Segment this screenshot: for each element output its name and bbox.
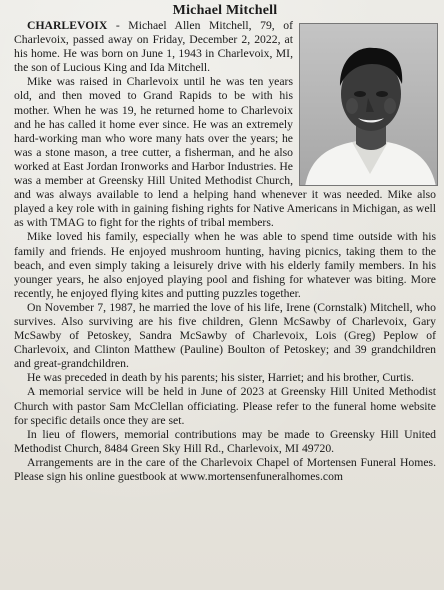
obituary-body xyxy=(14,19,436,484)
obituary-paragraph: He was preceded in death by his parents; his sister, Harriet; and his brother, Curtis. xyxy=(27,371,414,385)
obituary-paragraph: Mike was raised in Charlevoix until he was ten years old, and then moved to Grand Rapids to be with his mother. When he was 19, he returned home to Charlevoix and he has called it home ever since. He was an extremely hard-working man who wore many hats over the years; he was a stone mason, a tree cutter, a fisherman, and he also worked at East Jordan Ironworks and Harbor Industries. He was a member at Greensky Hill United Methodist Church, and was always available to lend a helping hand whenever it was needed. Mike also played a key role with in gaining fishing rights for Native Americans in Michigan, as well as with TMAG to fight for the rights of tribal members. xyxy=(14,75,436,230)
obituary-paragraph: In lieu of flowers, memorial contributions may be made to Greensky Hill United Methodist Church, 8484 Green Sky Hill Rd., Charlevoix, MI 49720. xyxy=(14,427,436,455)
obituary-paragraph: Mike loved his family, especially when he was able to spend time outside with his family and friends. He enjoyed mushroom hunting, having picnics, taking them to the beach, and even simply taking a leisurely drive with his elderly family members. In his younger years, he also enjoyed playing pool and fishing for whatever was biting. More recently, he enjoyed flying kites and putting puzzles together. xyxy=(14,230,436,300)
obituary-lead-text: - Michael Allen Mitchell, 79, of Charlevoix, passed away on Friday, December 2, 2022, at his home. He was born on June 1, 1943 in Charlevoix, MI, the son of Lucious King and Ida Mitchell. xyxy=(14,19,293,75)
portrait-illustration xyxy=(300,24,438,186)
portrait-photo-icon xyxy=(299,23,438,186)
obituary-paragraph: A memorial service will be held in June of 2023 at Greensky Hill United Methodist Church with pastor Sam McClellan officiating. Please refer to the funeral home website for specific details once they are set. xyxy=(14,385,436,427)
obituary-paragraph: On November 7, 1987, he married the love of his life, Irene (Cornstalk) Mitchell, who survives. Also surviving are his five children, Glenn McSawby of Charlevoix, Gary McSawby of Petoskey, Sandra McSawby of Charlevoix, Lois (Greg) Peplow of Charlevoix, and Clinton Matthew (Pauline) Boulton of Petoskey; and 39 grandchildren and great-grandchildren. xyxy=(14,300,436,371)
obituary-dateline: CHARLEVOIX xyxy=(27,19,108,32)
obituary-headline: Michael Mitchell xyxy=(172,3,278,18)
obituary-paragraph: Arrangements are in the care of the Charlevoix Chapel of Mortensen Funeral Homes. Please sign his online guestbook at www.mortensenfuneralhomes.com xyxy=(14,455,436,483)
